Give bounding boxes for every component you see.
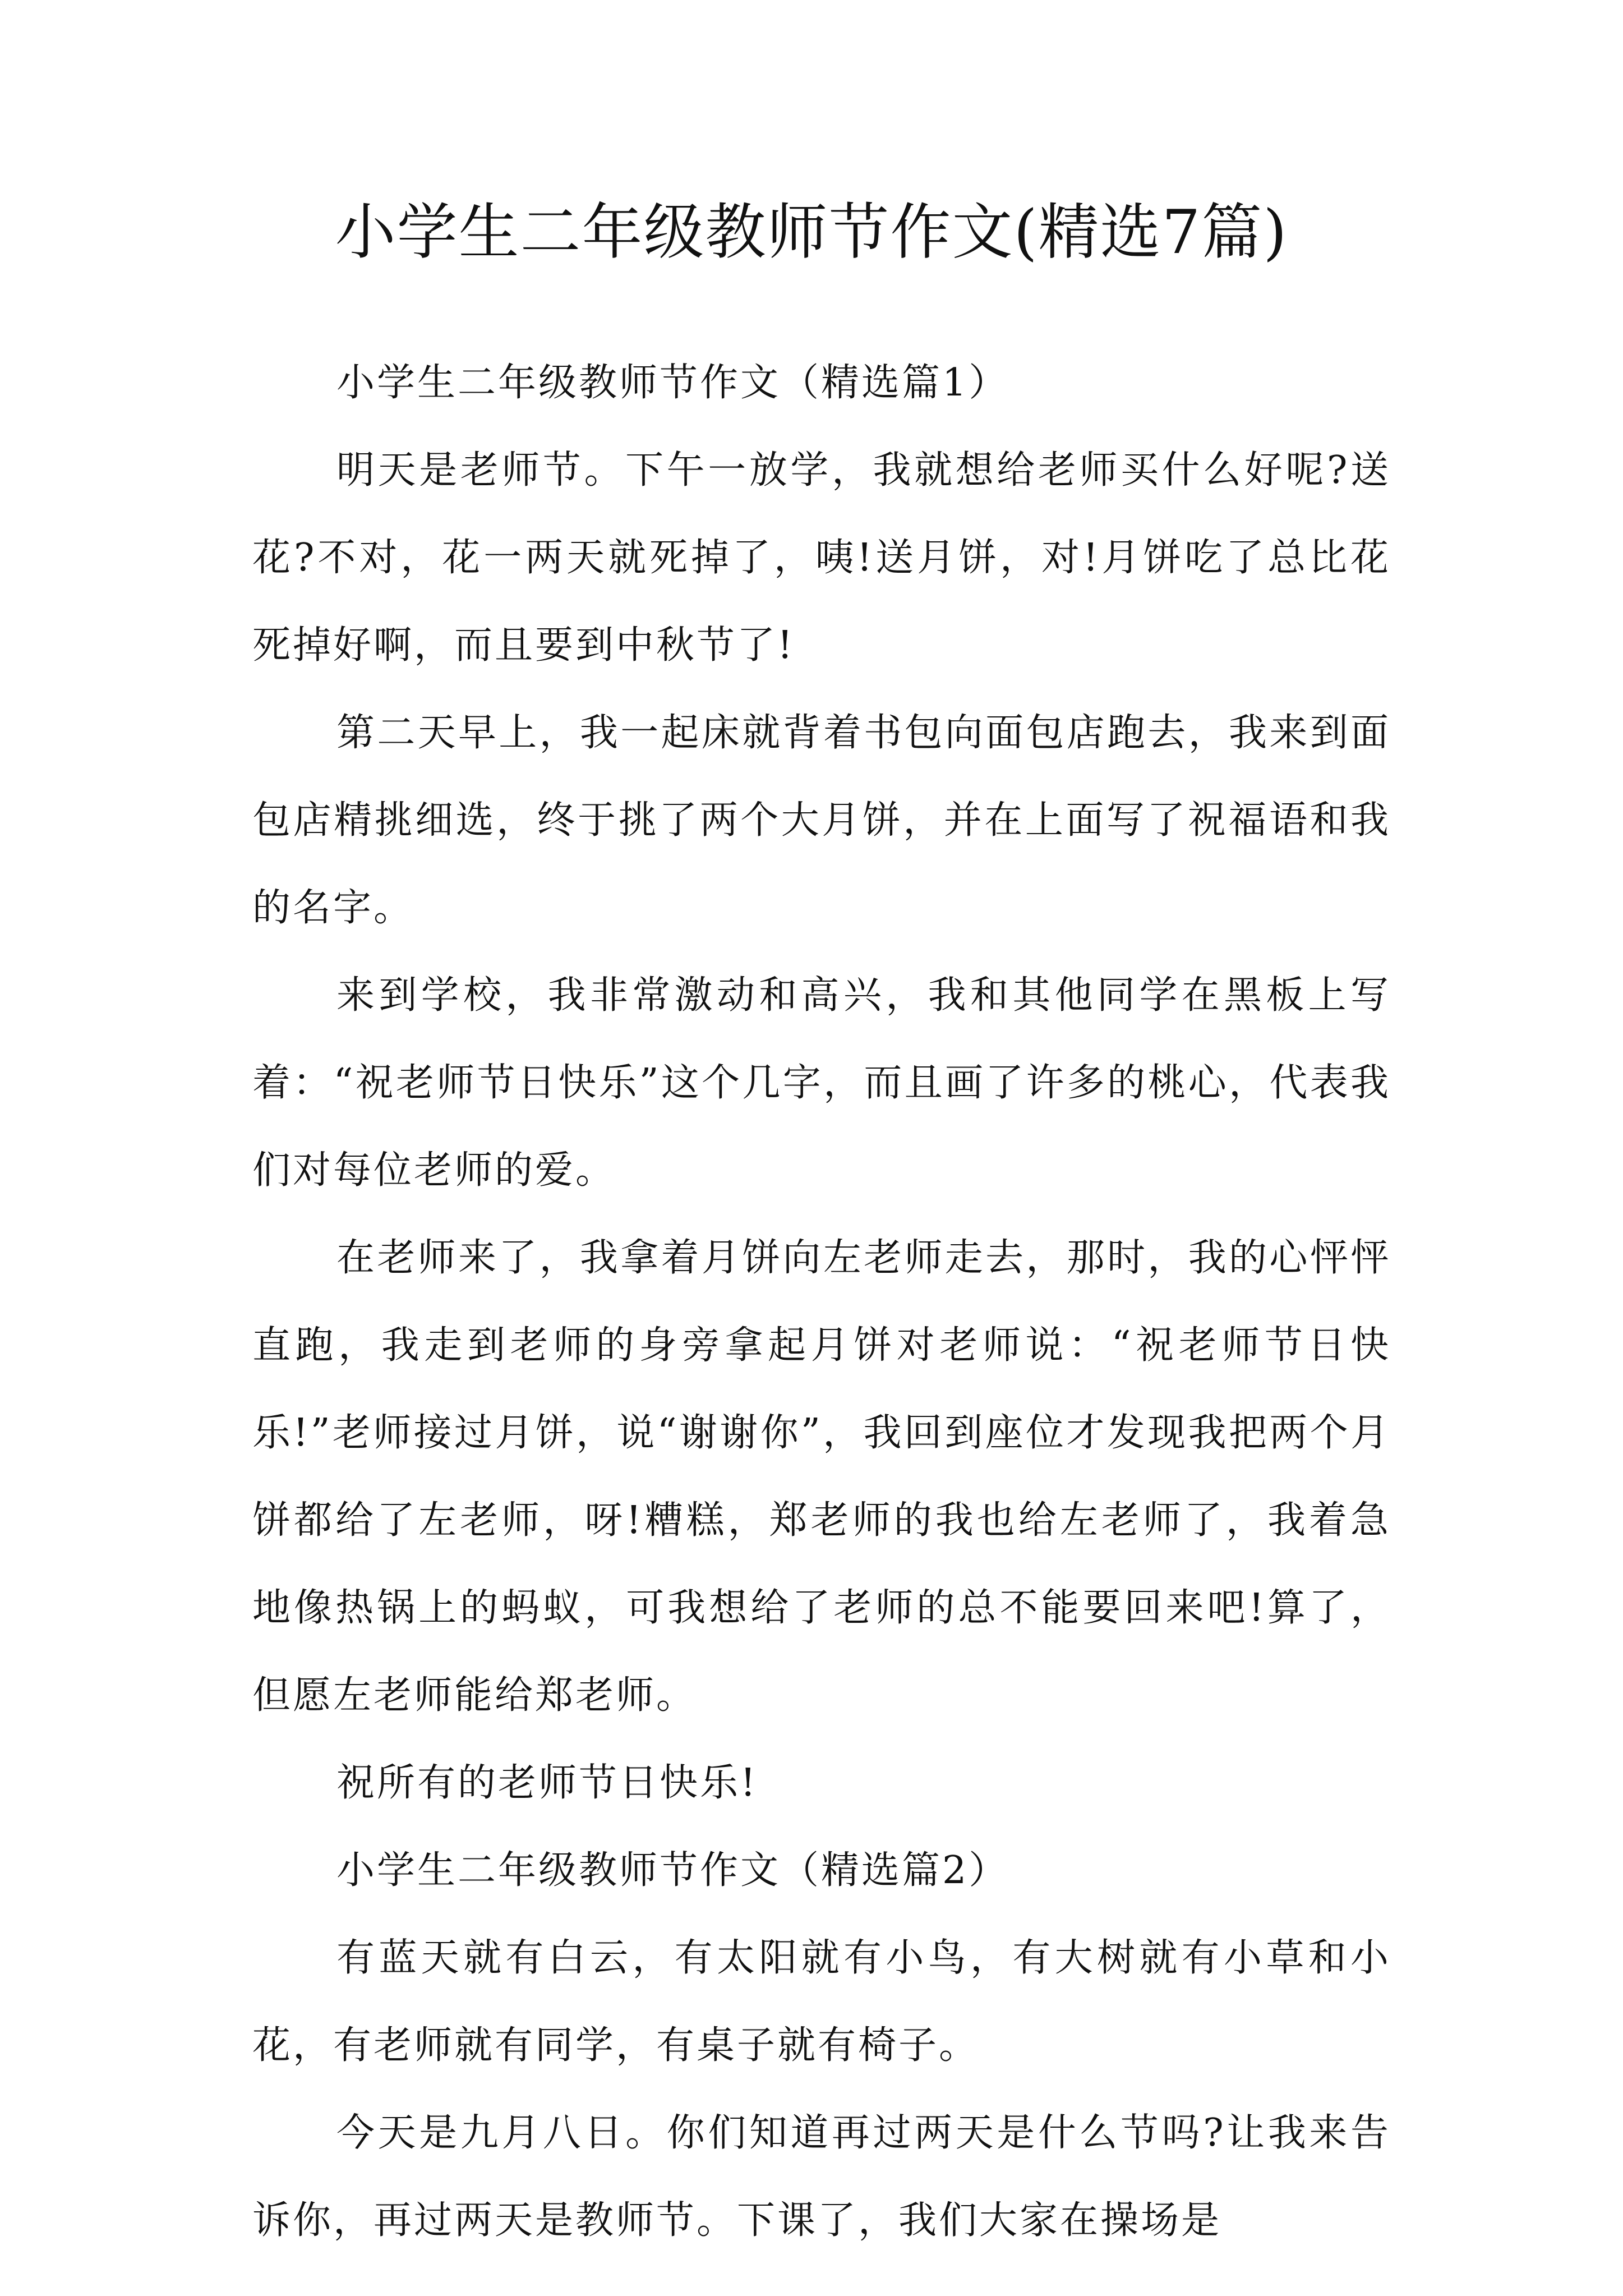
section-heading-2: 小学生二年级教师节作文（精选篇2） [336, 1848, 1009, 1893]
paragraph: 第二天早上，我一起床就背着书包向面包店跑去，我来到面包店精挑细选，终于挑了两个大月饼，并在上面写了祝福语和我的名字。 [252, 711, 1391, 930]
paragraph: 来到学校，我非常激动和高兴，我和其他同学在黑板上写着：“祝老师节日快乐”这个几字，而且画了许多的桃心，代表我们对每位老师的爱。 [252, 973, 1391, 1193]
paragraph: 在老师来了，我拿着月饼向左老师走去，那时，我的心怦怦直跑，我走到老师的身旁拿起月饼对老师说：“祝老师节日快乐!”老师接过月饼，说“谢谢你”，我回到座位才发现我把两个月饼都给了左老师，呀!糟糕，郑老师的我也给左老师了，我着急地像热锅上的蚂蚁，可我想给了老师的总不能要回来吧!算了，但愿左老师能给郑老师。 [252, 1236, 1391, 1718]
paragraph: 有蓝天就有白云，有太阳就有小鸟，有大树就有小草和小花，有老师就有同学，有桌子就有椅子。 [252, 1936, 1391, 2068]
paragraph: 祝所有的老师节日快乐! [336, 1761, 758, 1805]
paragraph: 明天是老师节。下午一放学，我就想给老师买什么好呢?送花?不对，花一两天就死掉了，咦!送月饼，对!月饼吃了总比花死掉好啊，而且要到中秋节了! [252, 448, 1391, 668]
document-title: 小学生二年级教师节作文(精选7篇) [335, 197, 1288, 268]
document-body [252, 339, 1391, 2265]
section-heading-1: 小学生二年级教师节作文（精选篇1） [336, 361, 1009, 405]
paragraph: 今天是九月八日。你们知道再过两天是什么节吗?让我来告诉你，再过两天是教师节。下课了，我们大家在操场是 [252, 2111, 1391, 2243]
